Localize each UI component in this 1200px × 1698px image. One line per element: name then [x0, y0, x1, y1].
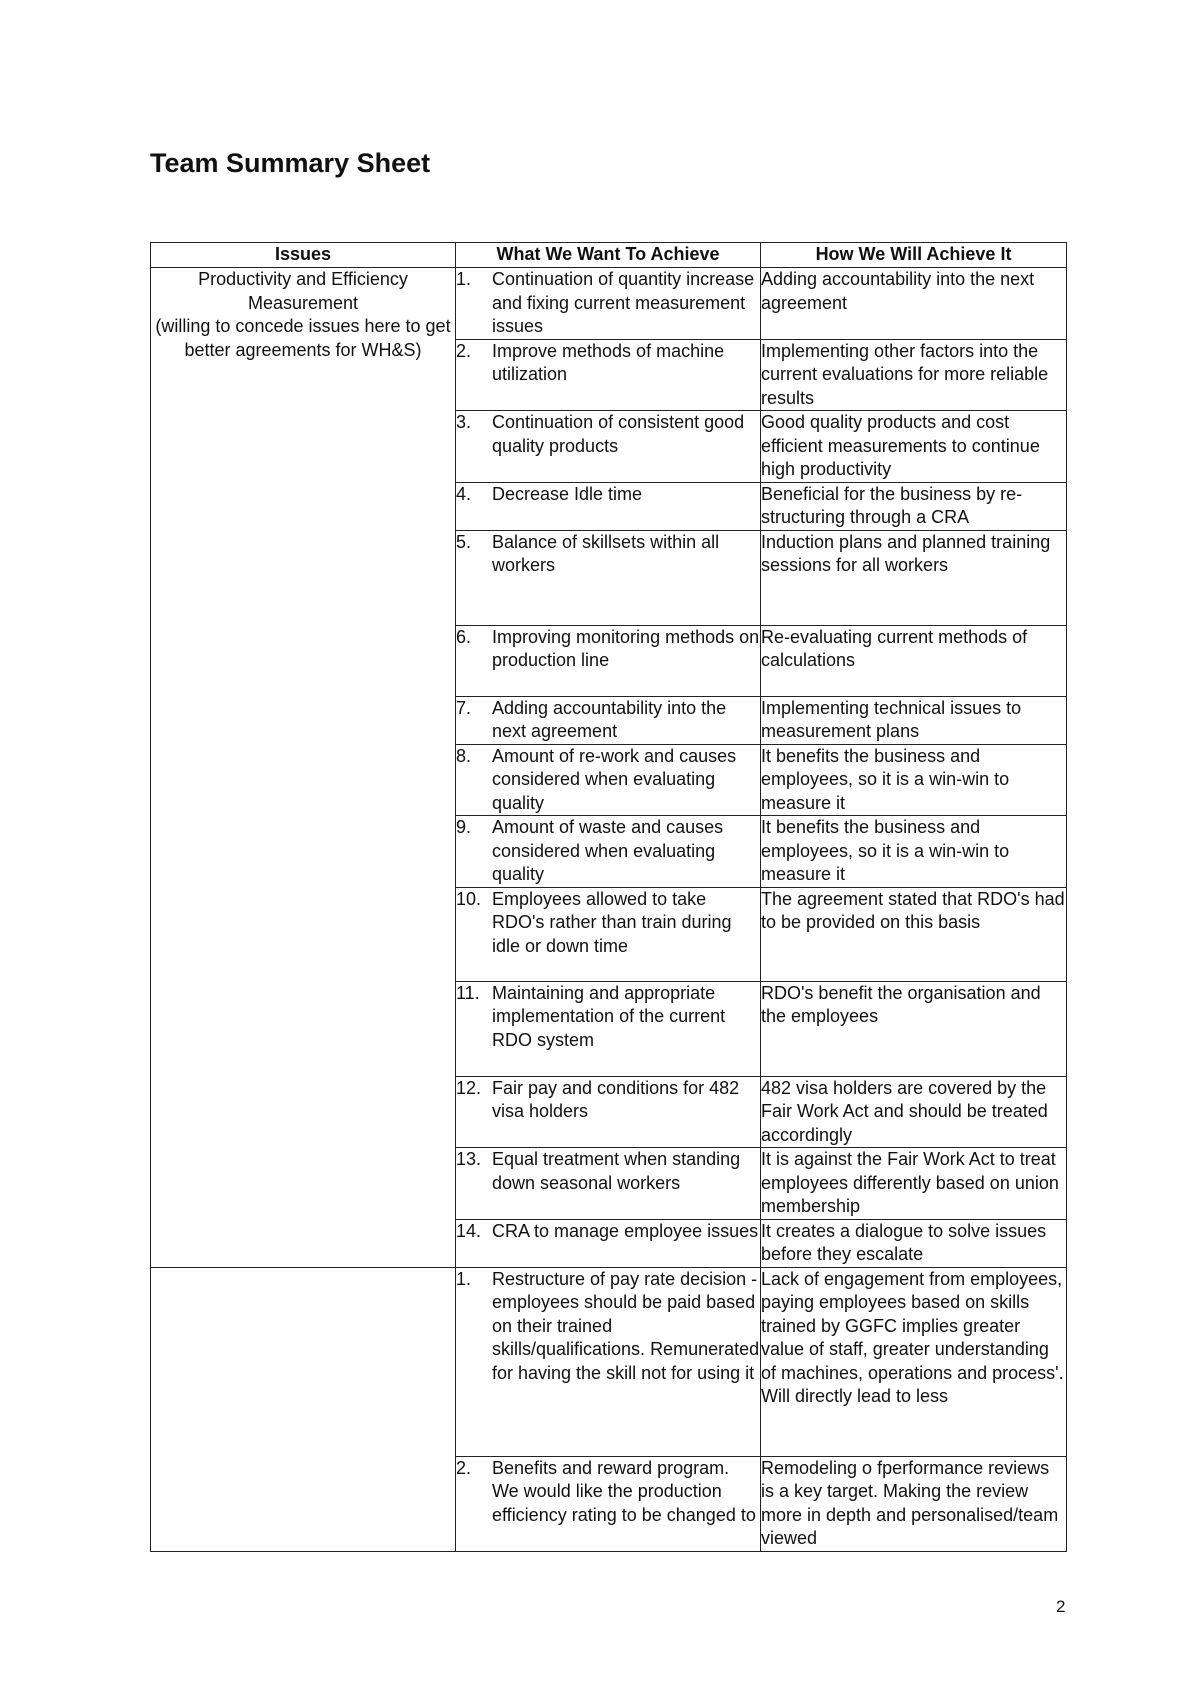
item-number: 12.	[456, 1077, 482, 1098]
item-number: 2.	[456, 1457, 472, 1478]
want-cell	[456, 268, 761, 340]
want-text: Improving monitoring methods on production line	[492, 626, 760, 670]
how-cell: RDO's benefit the organisation and the employees	[761, 981, 1067, 1076]
how-cell: It benefits the business and employees, so it is a win-win to measure it	[761, 816, 1067, 888]
want-cell	[456, 816, 761, 888]
want-text: Employees allowed to take RDO's rather than train during idle or down time	[492, 888, 732, 956]
item-number: 6.	[456, 626, 472, 647]
page-number: 2	[1056, 1597, 1066, 1616]
how-cell: It benefits the business and employees, so it is a win-win to measure it	[761, 744, 1067, 816]
want-cell	[456, 625, 761, 696]
item-number: 13.	[456, 1149, 482, 1169]
item-number: 5.	[456, 531, 472, 552]
how-cell: Remodeling o fperformance reviews is a key target. Making the review more in depth and personalised/team viewed	[761, 1456, 1067, 1551]
want-cell	[456, 744, 761, 816]
want-cell	[456, 887, 761, 981]
table-row	[151, 268, 1067, 340]
want-text: Continuation of quantity increase and fixing current measurement issues	[492, 269, 755, 336]
table-header-row	[151, 243, 1067, 268]
item-number: 14.	[456, 1220, 482, 1241]
want-text: CRA to manage employee issues	[492, 1220, 759, 1241]
table-row	[151, 1267, 1067, 1456]
how-cell: Adding accountability into the next agreement	[761, 268, 1067, 340]
how-cell: The agreement stated that RDO's had to be provided on this basis	[761, 887, 1067, 981]
item-number: 2.	[456, 340, 472, 361]
want-cell	[456, 1076, 761, 1148]
want-text: Decrease Idle time	[492, 483, 643, 504]
how-cell: Beneficial for the business by re-structuring through a CRA	[761, 482, 1067, 530]
team-summary-table	[150, 242, 1067, 1552]
item-number: 1.	[456, 269, 472, 289]
header-issues: Issues	[151, 243, 456, 268]
item-number: 3.	[456, 412, 472, 432]
want-cell	[456, 1456, 761, 1551]
want-cell	[456, 1267, 761, 1456]
issue-cell	[151, 1267, 456, 1551]
want-text: Fair pay and conditions for 482 visa holders	[492, 1077, 740, 1121]
item-number: 7.	[456, 697, 472, 718]
how-cell: Good quality products and cost efficient measurements to continue high productivity	[761, 411, 1067, 483]
want-cell	[456, 981, 761, 1076]
want-text: Benefits and reward program. We would like the production efficiency rating to be changed to	[492, 1457, 756, 1525]
want-text: Continuation of consistent good quality products	[492, 412, 745, 456]
want-text: Maintaining and appropriate implementation of the current RDO system	[492, 982, 726, 1050]
item-number: 4.	[456, 483, 472, 504]
want-text: Improve methods of machine utilization	[492, 340, 725, 384]
item-number: 11.	[456, 982, 480, 1003]
want-cell	[456, 482, 761, 530]
how-cell: Re-evaluating current methods of calculations	[761, 625, 1067, 696]
issue-text: Productivity and Efficiency Measurement (willing to concede issues here to get better agreements for WH&S)	[155, 269, 451, 360]
want-text: Restructure of pay rate decision - employees should be paid based on their trained skills/qualifications. Remunerated for having the skill not for using it	[492, 1268, 760, 1383]
how-cell: Implementing technical issues to measurement plans	[761, 696, 1067, 744]
want-cell	[456, 696, 761, 744]
want-cell	[456, 1219, 761, 1267]
how-cell: Implementing other factors into the current evaluations for more reliable results	[761, 339, 1067, 411]
page-title: Team Summary Sheet	[150, 148, 431, 178]
want-text: Equal treatment when standing down seasonal workers	[492, 1149, 741, 1193]
header-how-we-will: How We Will Achieve It	[761, 243, 1067, 268]
how-cell: Lack of engagement from employees, paying employees based on skills trained by GGFC implies greater value of staff, greater understanding of machines, operations and process'. Will directly lead to less	[761, 1267, 1067, 1456]
want-text: Adding accountability into the next agreement	[492, 697, 727, 741]
how-cell: 482 visa holders are covered by the Fair Work Act and should be treated accordingly	[761, 1076, 1067, 1148]
want-cell	[456, 339, 761, 411]
want-cell	[456, 1148, 761, 1220]
want-cell	[456, 530, 761, 625]
how-cell: It creates a dialogue to solve issues before they escalate	[761, 1219, 1067, 1267]
item-number: 9.	[456, 817, 472, 837]
want-text: Balance of skillsets within all workers	[492, 531, 720, 575]
issue-cell	[151, 268, 456, 1268]
item-number: 10.	[456, 888, 482, 909]
how-cell: Induction plans and planned training sessions for all workers	[761, 530, 1067, 625]
want-text: Amount of re-work and causes considered when evaluating quality	[492, 745, 737, 813]
item-number: 1.	[456, 1268, 472, 1289]
want-cell	[456, 411, 761, 483]
want-text: Amount of waste and causes considered when evaluating quality	[492, 817, 724, 884]
how-cell: It is against the Fair Work Act to treat employees differently based on union membership	[761, 1148, 1067, 1220]
item-number: 8.	[456, 745, 472, 766]
header-what-we-want: What We Want To Achieve	[456, 243, 761, 268]
